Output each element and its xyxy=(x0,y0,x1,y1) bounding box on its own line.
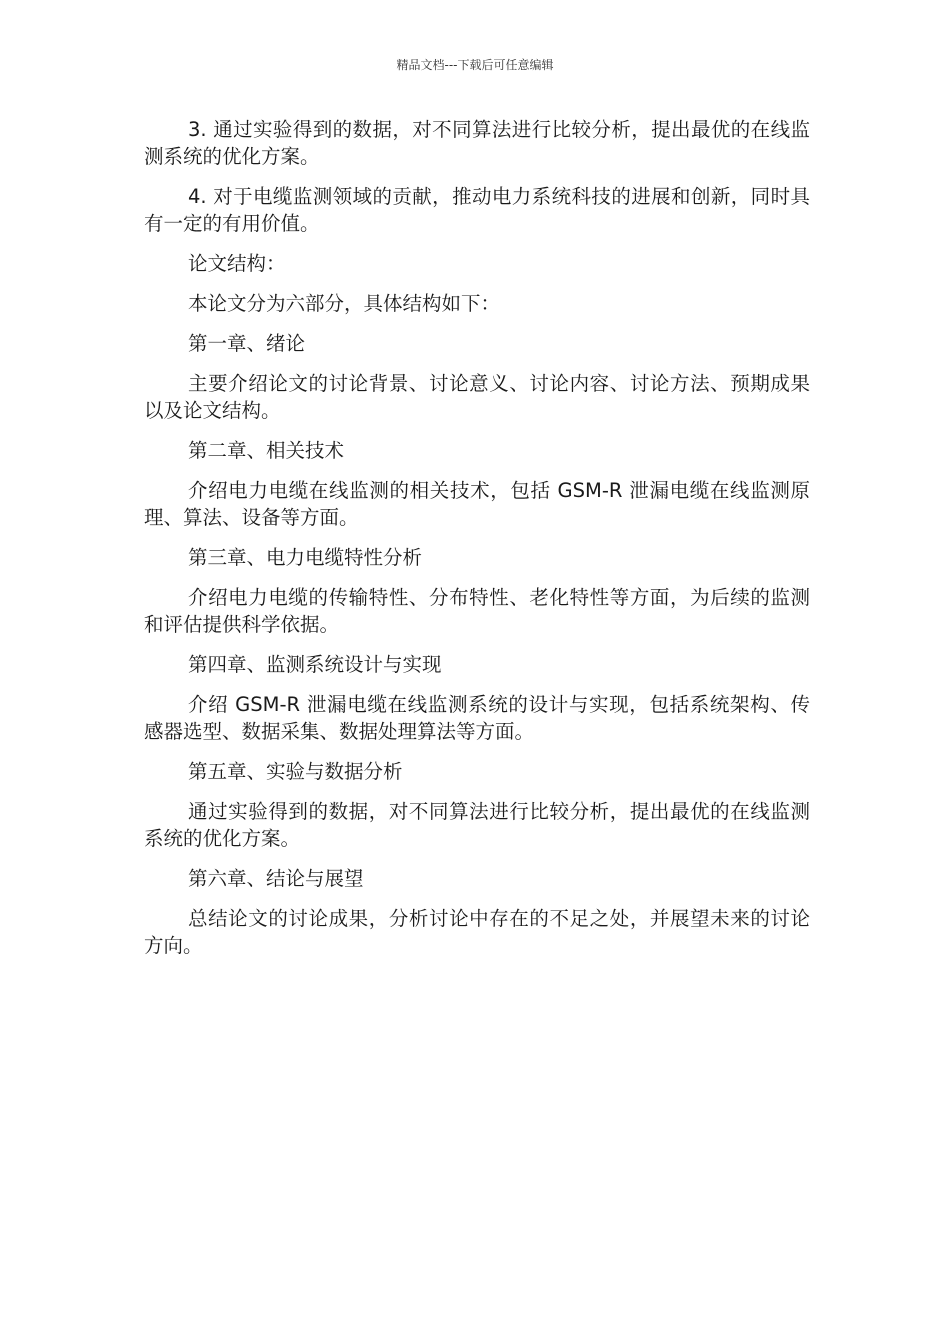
chapter-5-description: 通过实验得到的数据，对不同算法进行比较分析，提出最优的在线监测系统的优化方案。 xyxy=(144,800,810,850)
chapter-4-title: 第四章、监测系统设计与实现 xyxy=(188,653,442,676)
chapter-6-title: 第六章、结论与展望 xyxy=(188,867,364,890)
page-header: 精品文档---下载后可任意编辑 xyxy=(396,58,554,72)
chapter-6-description: 总结论文的讨论成果，分析讨论中存在的不足之处，并展望未来的讨论方向。 xyxy=(144,907,810,957)
chapter-5-title: 第五章、实验与数据分析 xyxy=(188,760,403,783)
paragraph-goal-4: 4. 对于电缆监测领域的贡献，推动电力系统科技的进展和创新，同时具有一定的有用价值。 xyxy=(144,185,810,235)
chapter-2-description: 介绍电力电缆在线监测的相关技术，包括 GSM-R 泄漏电缆在线监测原理、算法、设备等方面。 xyxy=(144,479,810,529)
chapter-2-title: 第二章、相关技术 xyxy=(188,439,345,462)
chapter-3-title: 第三章、电力电缆特性分析 xyxy=(188,546,423,569)
chapter-3-description: 介绍电力电缆的传输特性、分布特性、老化特性等方面，为后续的监测和评估提供科学依据。 xyxy=(144,586,810,636)
chapter-1-title: 第一章、绪论 xyxy=(188,332,306,355)
paragraph-goal-3: 3. 通过实验得到的数据，对不同算法进行比较分析，提出最优的在线监测系统的优化方案。 xyxy=(144,118,810,168)
section-heading-structure: 论文结构： xyxy=(188,252,286,275)
paragraph-structure-intro: 本论文分为六部分，具体结构如下： xyxy=(188,292,501,315)
chapter-4-description: 介绍 GSM-R 泄漏电缆在线监测系统的设计与实现，包括系统架构、传感器选型、数据采集、数据处理算法等方面。 xyxy=(144,693,810,743)
document-body xyxy=(144,116,810,972)
chapter-1-description: 主要介绍论文的讨论背景、讨论意义、讨论内容、讨论方法、预期成果以及论文结构。 xyxy=(144,372,810,422)
